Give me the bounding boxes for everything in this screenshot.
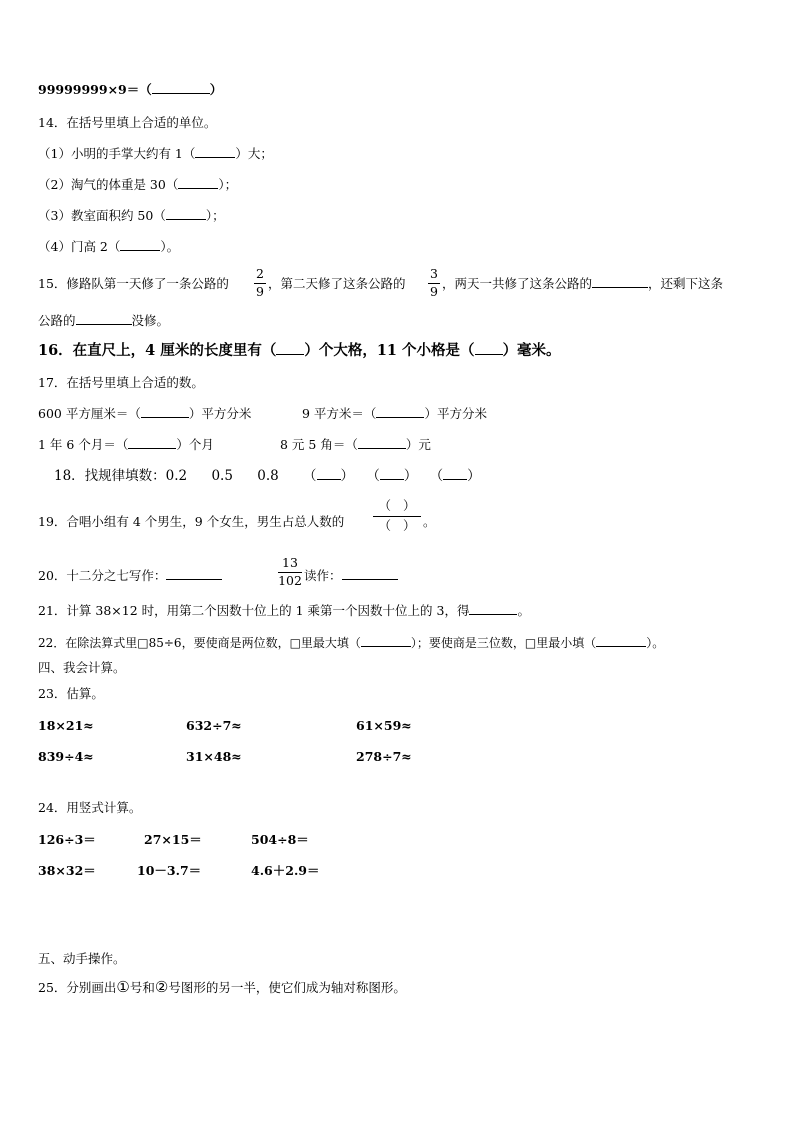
- q17-row2b: 8 元 5 角＝（ ）元: [280, 437, 431, 452]
- q14-title: 14．在括号里填上合适的单位。: [38, 115, 217, 130]
- answer-blank[interactable]: [475, 353, 503, 355]
- q14-item: （1）小明的手掌大约有 1（ ）大；: [38, 146, 273, 161]
- q23-item: 31×48≈: [186, 749, 242, 764]
- answer-blank[interactable]: [166, 578, 222, 580]
- q19-end: 。: [423, 514, 436, 529]
- answer-blank[interactable]: [120, 249, 160, 251]
- q15-fraction-1: 2 9: [254, 268, 266, 298]
- q14-item: （4）门高 2（ ）。: [38, 239, 180, 254]
- q23-item: 839÷4≈: [38, 749, 94, 764]
- q20-write: 20．十二分之七写作：: [38, 570, 222, 583]
- answer-blank[interactable]: [342, 578, 398, 580]
- q24-item: 27×15＝: [144, 832, 202, 847]
- answer-blank[interactable]: [443, 478, 467, 480]
- q21: 21．计算 38×12 时，用第二个因数十位上的 1 乘第一个因数十位上的 3，得 。: [38, 603, 530, 618]
- q23-item: 632÷7≈: [186, 718, 242, 733]
- q16: 16．在直尺上，4 厘米的长度里有（ ）个大格，11 个小格是（ ）毫米。: [38, 342, 561, 359]
- section-5-heading: 五、动手操作。: [38, 951, 126, 966]
- q24-item: 38×32＝: [38, 863, 96, 878]
- q24-item: 10－3.7＝: [137, 863, 202, 878]
- answer-blank[interactable]: [178, 187, 218, 189]
- q15-text-a: 15．修路队第一天修了一条公路的: [38, 276, 229, 291]
- q14-item: （3）教室面积约 50（ ）；: [38, 208, 225, 223]
- q15-text-d: 公路的 没修。: [38, 313, 170, 328]
- q23-title: 23．估算。: [38, 686, 104, 701]
- q25: 25．分别画出①号和②号图形的另一半，使它们成为轴对称图形。: [38, 978, 406, 996]
- answer-blank[interactable]: [380, 478, 404, 480]
- answer-blank[interactable]: [317, 478, 341, 480]
- answer-blank[interactable]: [141, 416, 189, 418]
- answer-blank[interactable]: [469, 613, 517, 615]
- answer-blank[interactable]: [358, 447, 406, 449]
- q18: 18．找规律填数：0.2 0.5 0.8 （ ） （ ） （ ）: [54, 468, 481, 484]
- q14-item: （2）淘气的体重是 30（ ）；: [38, 177, 238, 192]
- q24-title: 24．用竖式计算。: [38, 800, 142, 815]
- q20-fraction: 13 102: [278, 555, 302, 588]
- q13-tail: 99999999×9＝（ ）: [38, 82, 223, 97]
- q23-item: 278÷7≈: [356, 749, 412, 764]
- q23-item: 18×21≈: [38, 718, 94, 733]
- q22: 22．在除法算式里□85÷6，要使商是两位数，□里最大填（ ）；要使商是三位数，□里最小填（ ）。: [38, 636, 665, 650]
- q19-text: 19．合唱小组有 4 个男生，9 个女生，男生占总人数的: [38, 514, 345, 529]
- q20-read: 读作：: [304, 570, 398, 583]
- section-4-heading: 四、我会计算。: [38, 660, 126, 675]
- q24-item: 504÷8＝: [251, 832, 309, 847]
- answer-blank[interactable]: [76, 323, 132, 325]
- q15-fraction-2: 3 9: [428, 268, 440, 298]
- answer-blank[interactable]: [592, 286, 648, 288]
- q15-text-b: ，第二天修了这条公路的: [268, 276, 406, 291]
- answer-blank[interactable]: [166, 218, 206, 220]
- answer-blank[interactable]: [361, 645, 411, 647]
- answer-blank[interactable]: [195, 156, 235, 158]
- answer-blank[interactable]: [152, 92, 210, 94]
- q17-row1a: 600 平方厘米＝（ ）平方分米: [38, 406, 252, 421]
- circled-two: ②: [154, 978, 169, 996]
- q24-item: 126÷3＝: [38, 832, 96, 847]
- q17-row2a: 1 年 6 个月＝（ ）个月: [38, 437, 214, 452]
- q19-fraction-blank[interactable]: （ ） （ ）: [373, 500, 421, 532]
- answer-blank[interactable]: [128, 447, 176, 449]
- q17-row1b: 9 平方米＝（ ）平方分米: [302, 406, 487, 421]
- answer-blank[interactable]: [276, 353, 304, 355]
- q23-item: 61×59≈: [356, 718, 412, 733]
- answer-blank[interactable]: [376, 416, 424, 418]
- q24-item: 4.6＋2.9＝: [251, 863, 320, 878]
- q15-text-c: ，两天一共修了这条公路的 ，还剩下这条: [442, 276, 724, 291]
- q17-title: 17．在括号里填上合适的数。: [38, 375, 204, 390]
- answer-blank[interactable]: [596, 645, 646, 647]
- circled-one: ①: [116, 978, 130, 996]
